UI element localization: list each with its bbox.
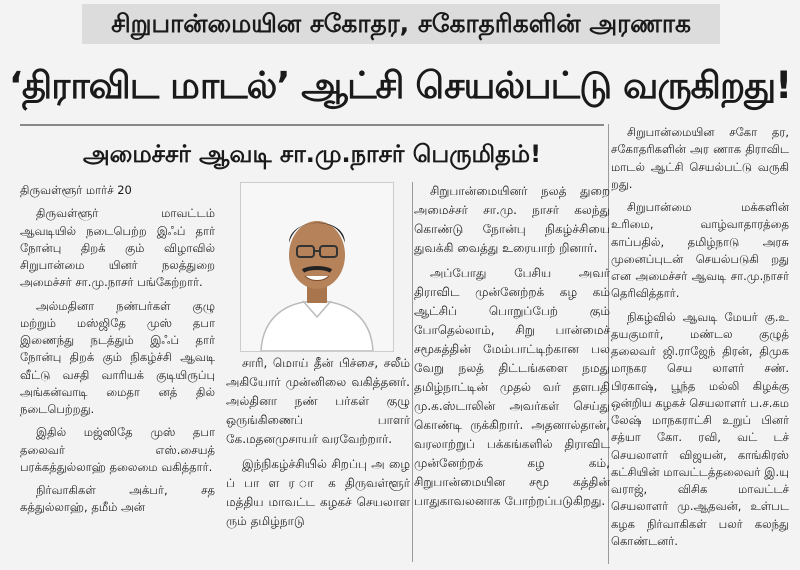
paragraph: நிர்வாகிகள் அக்பர், சத கத்துல்லாஹ், தமீம் அன் bbox=[20, 483, 215, 515]
column-1 bbox=[20, 182, 215, 523]
headline: ‘திராவிட மாடல்’ ஆட்சி செயல்பட்டு வருகிறது! bbox=[8, 64, 792, 107]
paragraph: திருவள்ளூர் மாவட்டம் ஆவடியில் நடைபெற்ற இஃப் தார் நோன்பு திறக் கும் விழாவில் சிறுபான்மை யினர் நலத்துறை அமைச்சர் சா.மு.நாசர் பங்கேற்றார். bbox=[20, 206, 215, 290]
byline: அமைச்சர் ஆவடி சா.மு.நாசர் பெருமிதம்! bbox=[82, 140, 542, 168]
strapline: சிறுபான்மையின சகோதர, சகோதரிகளின் அரணாக bbox=[82, 4, 720, 44]
paragraph: அப்போது பேசிய அவர் திராவிட முன்னேற்றக் கழ கம் ஆட்சிப் பொறுப்பேற் கும் போதெல்லாம், சிறு பான்மைச் சமூகத்தின் மேம்பாட்டிற்கான பல வேறு நலத் திட்டங்களை நமது தமிழ்நாட்டின் முதல் வர் தளபதி மு.க.ஸ்டாலின் அவர்கள் செய்து கொண்டி ருக்கிறார். அதனால்தான், வரலாற்றுப் பக்கங்களில் திராவிட முன்னேற்றக் கழ கம், சிறுபான்மையின சமூ கத்தின் பாதுகாவலனாக போற்றப்படுகிறது. bbox=[414, 266, 610, 508]
paragraph: இதில் மஜ்ஸிதே முஸ் தபா தலைவர் எஸ்.சையத் பரக்கத்துல்லாஹ் தலைமை வகித்தார். bbox=[20, 425, 215, 474]
column-rule bbox=[412, 182, 413, 562]
paragraph: இந்நிகழ்ச்சியில் சிறப்பு அ ழை ப் பா ள ர ா க திருவள்ளூர் மத்திய மாவட்ட கழகச் செயலாள ரும் தமிழ்நாடு bbox=[226, 457, 410, 528]
column-4 bbox=[414, 182, 610, 517]
paragraph: சிறுபான்மையினர் நலத் துறை அமைச்சர் சா.மு. நாசர் கலந்து கொண்டு நோன்பு நிகழ்ச்சியை துவக்கி வைத்து உரையாற் றினார். bbox=[414, 184, 610, 255]
dateline: திருவள்ளூர் மார்ச் 20 bbox=[20, 183, 132, 197]
paragraph: சிறுபான்மையின சகோ தர, சகோதரிகளின் அர ணாக திராவிட மாடல் ஆட்சி செயல்பட்டு வருகி றது. bbox=[611, 125, 789, 191]
column-5 bbox=[611, 124, 789, 556]
paragraph: சாரி, மொய் தீன் பிச்சை, சலீம் அகியோர் முன்னிலை வகித்தனர். அல்தினா நண் பர்கள் குழு ஒருங்கிணைப் பாளர் கே.மதனமுசாயர் வரவேற்றார். bbox=[226, 356, 410, 446]
minister-photo bbox=[240, 182, 394, 352]
column-3 bbox=[226, 354, 410, 537]
divider bbox=[20, 124, 604, 126]
paragraph: சிறுபான்மை மக்களின் உரிமை, வாழ்வாதாரத்தை காப்பதில், தமிழ்நாடு அரசு முனைப்புடன் செயல்படுகி றது என அமைச்சர் ஆவடி சா.மு.நாசர் தெரிவித்தார். bbox=[611, 200, 789, 301]
paragraph: நிகழ்வில் ஆவடி மேயர் கு.உ தயகுமார், மண்டல குழுத் தலைவர் ஜி.ராஜேந் திரன், திமுக மாநகர செய லாளர் சண். பிரகாஷ், பூந்த மல்லி கிழக்கு ஒன்றிய கழகச் செயலாளர் ப.ச.கம லேஷ் மாநகராட்சி உறுப் பினர் சத்யா கோ. ரவி, வட் டச் செயலாளர் விஜயன், காங்கிரஸ் கட்சியின் மாவட்டத்தலைவர் இ.யு வராஜ், விசிக மாவட்டச் செயலாளர் மு.ஆதவன், உள்பட கழக நிர்வாகிகள் பலர் கலந்து கொண்டனர். bbox=[611, 309, 789, 548]
paragraph: அல்மதினா நண்பர்கள் குழு மற்றும் மஸ்ஜிதே முஸ் தபா இணைந்து நடத்தும் இஃப் தார் நோன்பு திறக் கும் நிகழ்ச்சி ஆவடி வீட்டு வசதி வாரியக் குடியிருப்பு அங்கன்வாடி மைதா னத் தில் நடைபெற்றது. bbox=[20, 298, 215, 416]
